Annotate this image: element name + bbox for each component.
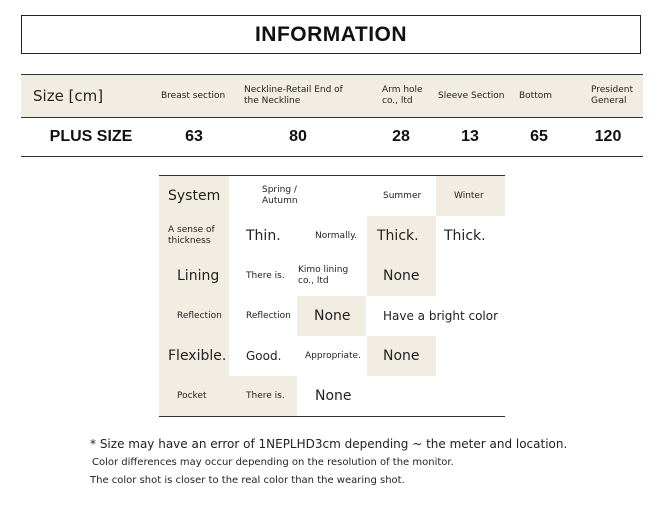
note-size-error: * Size may have an error of 1NEPLHD3cm depending ~ the meter and location. xyxy=(90,437,568,451)
option-kimo-lining: Kimo lining co., ltd xyxy=(298,265,349,286)
label-system: System xyxy=(159,176,229,216)
size-table-header xyxy=(21,74,643,118)
value-president: 120 xyxy=(594,128,622,145)
size-row-label: PLUS SIZE xyxy=(49,128,133,145)
option-thick: Thick. xyxy=(367,216,436,256)
note-color-shot: The color shot is closer to the real color than the wearing shot. xyxy=(90,475,405,486)
option-bright-color: Have a bright color xyxy=(383,309,499,323)
size-row-plus xyxy=(21,118,643,157)
option-none: None xyxy=(367,336,436,376)
option-good: Good. xyxy=(246,349,282,363)
option-winter: Winter xyxy=(436,176,505,216)
value-bottom: 65 xyxy=(530,128,548,145)
label-lining: Lining xyxy=(159,256,229,296)
column-header-bottom: Bottom xyxy=(519,90,553,101)
value-neckline: 80 xyxy=(289,128,307,145)
column-header-sleeve: Sleeve Section xyxy=(438,90,505,101)
information-title: INFORMATION xyxy=(21,15,641,54)
label-thickness: A sense of thickness xyxy=(159,216,229,256)
value-sleeve: 13 xyxy=(461,128,479,145)
product-info-grid xyxy=(159,175,505,417)
label-pocket: Pocket xyxy=(159,376,229,416)
option-there-is: There is. xyxy=(229,376,297,416)
notes xyxy=(90,437,567,486)
label-flexible: Flexible. xyxy=(159,336,229,376)
option-spring-autumn: Spring / Autumn xyxy=(262,185,298,206)
option-reflection: Reflection xyxy=(246,310,291,321)
column-header-arm-hole: Arm hole co., ltd xyxy=(382,85,423,106)
value-breast: 63 xyxy=(185,128,203,145)
option-appropriate: Appropriate. xyxy=(305,350,361,361)
option-thin: Thin. xyxy=(246,228,281,244)
value-arm-hole: 28 xyxy=(392,128,410,145)
column-header-president: President General xyxy=(591,85,633,106)
option-none: None xyxy=(315,388,352,404)
option-thick-alt: Thick. xyxy=(444,228,486,244)
column-header-neckline: Neckline-Retail End of the Neckline xyxy=(244,85,343,106)
size-table xyxy=(21,74,643,157)
option-none: None xyxy=(297,296,366,336)
label-reflection: Reflection xyxy=(159,296,229,336)
size-header-label: Size [cm] xyxy=(33,87,104,105)
option-none: None xyxy=(367,256,436,296)
option-summer: Summer xyxy=(383,190,422,201)
column-header-breast: Breast section xyxy=(161,90,226,101)
option-normally: Normally. xyxy=(315,230,357,241)
note-color-monitor: Color differences may occur depending on the resolution of the monitor. xyxy=(92,457,454,468)
option-there-is: There is. xyxy=(246,270,285,281)
